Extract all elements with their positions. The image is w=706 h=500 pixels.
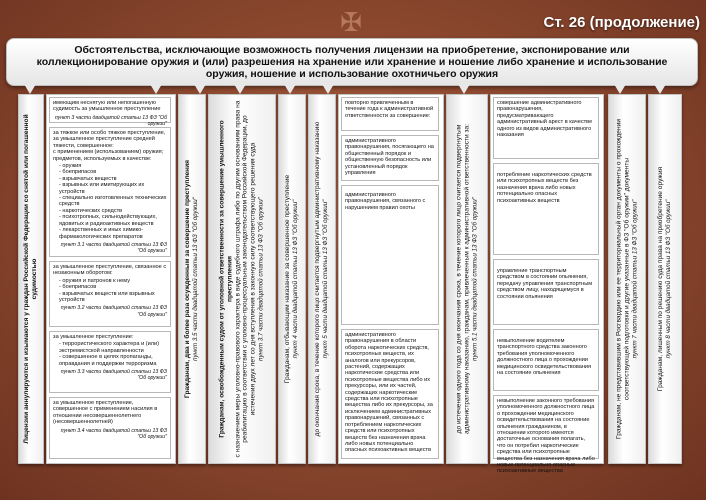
column-serving-sentence xyxy=(278,94,306,464)
arrow-icon xyxy=(194,84,206,94)
column-no-documents xyxy=(608,94,646,464)
column-text: до окончания срока, в течение которого лицо считается подвергнутым административному наказанию xyxy=(314,121,322,437)
column-repeat-convictions xyxy=(178,94,206,464)
arrow-icon xyxy=(614,84,626,94)
arrow-icon xyxy=(150,84,162,94)
arrow-icon xyxy=(654,84,666,94)
admin-box-drugs: административного правонарушения в области оборота наркотических средств, психотропных веществ, их аналогов или прекурсоров, растений, содержащих наркотические средства или психотропные вещества либо их прекурсоры, или их частей, содержащих наркотические средства или психотропные вещества либо их прекурсоры, за исключением административных правонарушений, связанных с потреблением наркотических средств или психотропных веществ без назначения врача либо новых потенциально опасных психоактивных веществ xyxy=(341,329,439,459)
admin-box-top: повторно привлеченным в течение года к административной ответственности за совершение: xyxy=(341,97,439,131)
liability-box-drunk-driving: управление транспортным средством в состоянии опьянения, передачу управления транспортным средством лицу, находящемуся в состоянии опьянения xyxy=(493,259,599,325)
conviction-box-3-4: за умышленное преступление, совершенное с применением насилия в отношении несовершеннолетнего (несовершеннолетней) пункт 3.4 части двадцатой статьи 13 ФЗ "Об оружии" xyxy=(49,397,171,459)
column-ref: пункт 5 части двадцатой статьи 13 ФЗ "Об оружии" xyxy=(322,199,329,359)
liability-box-arrest: совершение административного правонарушения, предусматривающего административный арест в качестве одного из видов административного наказания xyxy=(493,97,599,159)
arrow-icon xyxy=(322,84,334,94)
column-text: Гражданам, лишенным по решению суда права на приобретение оружия xyxy=(657,166,665,392)
column-ref: пункт 7 части двадцатой статьи 13 ФЗ "Об оружии" xyxy=(630,199,638,359)
panel-convictions xyxy=(46,94,176,464)
header-text: Обстоятельства, исключающие возможность получения лицензии на приобретение, экспонирование или коллекционирование оружия и (или) разрешения на хранение или хранение и ношение либо хранение и использование оружия, ношение и использование охотничьего оружия xyxy=(36,44,668,80)
column-text: Лицензии аннулируются и изымаются у граждан Российской Федерации со снятой или погашенной судимостью xyxy=(23,114,38,444)
column-one-year-after xyxy=(446,94,488,464)
header-box xyxy=(6,38,698,86)
column-admin-penalty xyxy=(308,94,336,464)
column-ref: пункт 5.1 части двадцатой статьи 13 ФЗ "Об оружии" xyxy=(470,197,478,361)
column-text: Гражданам, освобожденным судом от уголовной ответственности за совершение умышленного преступления xyxy=(218,120,234,438)
column-text: Гражданам, не представившим в Росгвардию или ее территориальный орган документы о прохождении соответствующей подготовки и другие указанные в ФЗ "Об оружии" документы xyxy=(615,119,631,439)
conviction-box-3-3: за умышленное преступление: - террористического характера и (или) экстремистской направленности - совершенное в целях пропаганды, оправдания и поддержки терроризма пункт 3.3 части двадцатой статьи 13 ФЗ "Об оружии" xyxy=(49,331,171,393)
liability-box-driver-refusal: невыполнение водителем транспортного средства законного требования уполномоченного должностного лица о прохождении медицинского освидетельствования на состояние опьянения xyxy=(493,329,599,391)
column-ref: пункт 8 части двадцатой статьи 13 ФЗ "Об оружии" xyxy=(665,199,672,359)
column-annulment xyxy=(18,94,44,464)
emblem-icon: ✠ xyxy=(340,8,362,38)
column-text: Гражданам, два и более раза осужденным за совершение преступления xyxy=(184,160,192,398)
column-ref: пункт 3.7 части двадцатой статьи 13 ФЗ "Об оружии" xyxy=(257,197,265,361)
admin-box-hunting: административного правонарушения, связанного с нарушением правил охоты xyxy=(341,185,439,325)
panel-admin-liability xyxy=(490,94,604,475)
column-subtext: с назначением меры уголовно-правового характера в виде судебного штрафа либо по другим основаниям права на реабилитацию в соответствии с уголовно-процессуальным законодательством Российской Федерации, до истечения двух лет со дня вступления в законную силу соответствующего решения суда xyxy=(234,100,257,458)
conviction-box-3-1: за тяжкое или особо тяжкое преступление, за умышленное преступление средней тяжести, совершенное: с применением (использованием) оружия; предметов, используемых в качестве: - оружия - боеприпасов - взрывчатых веществ - взрывных или имитирующих их устройств - специально изготовленных технических средств - наркотических средств - психотропных, сильнодействующих, ядовитых и радиоактивных веществ - лекарственных и иных химико-фармакологических препаратов пункт 3.1 части двадцатой статьи 13 ФЗ "Об оружии" xyxy=(49,127,171,257)
arrow-icon xyxy=(458,84,470,94)
column-court-deprived xyxy=(648,94,682,464)
column-released-by-court xyxy=(208,94,276,464)
column-text: до истечения одного года со дня окончания срока, в течение которого лицо считается подвергнутым административному наказанию, гражданам, привлеченным к административной ответственности за: xyxy=(455,124,471,434)
column-ref: пункт 4 части двадцатой статьи 13 ФЗ "Об оружии" xyxy=(292,199,299,359)
arrow-icon xyxy=(284,84,296,94)
column-ref: пункт 3.5 части двадцатой статьи 13 ФЗ "Об оружии" xyxy=(192,197,199,361)
conviction-box-3-2: за умышленное преступление, связанное с незаконным оборотом: - оружия и патронов к нему - боеприпасов - взрывчатых веществ или взрывных устройств пункт 3.2 части двадцатой статьи 13 ФЗ "Об оружии" xyxy=(49,261,171,327)
page-title: Ст. 26 (продолжение) xyxy=(543,14,700,31)
conviction-box-main: имеющим неснятую или непогашенную судимость за умышленное преступление пункт 3 части двадцатой статьи 13 ФЗ "Об оружии" xyxy=(49,97,171,123)
liability-box-citizen-refusal: невыполнение законного требования уполномоченного должностного лица о прохождении медицинского освидетельствования на состояние опьянения гражданином, в отношении которого имеются достаточные основания полагать, что он потребил наркотические средства или психотропные вещества без назначения врача либо новые потенциально опасные психоактивные вещества xyxy=(493,395,599,459)
arrow-icon xyxy=(24,84,36,94)
admin-box-public-order: административного правонарушения, посягающего на общественный порядок и общественную безопасность или установленный порядок управления xyxy=(341,135,439,181)
panel-admin-offenses xyxy=(338,94,444,464)
liability-box-drug-use: потребление наркотических средств или психотропных веществ без назначения врача либо новых потенциально опасных психоактивных веществ xyxy=(493,163,599,255)
column-text: Гражданам, отбывающим наказание за совершенное преступление xyxy=(284,174,292,384)
arrow-icon xyxy=(234,84,246,94)
